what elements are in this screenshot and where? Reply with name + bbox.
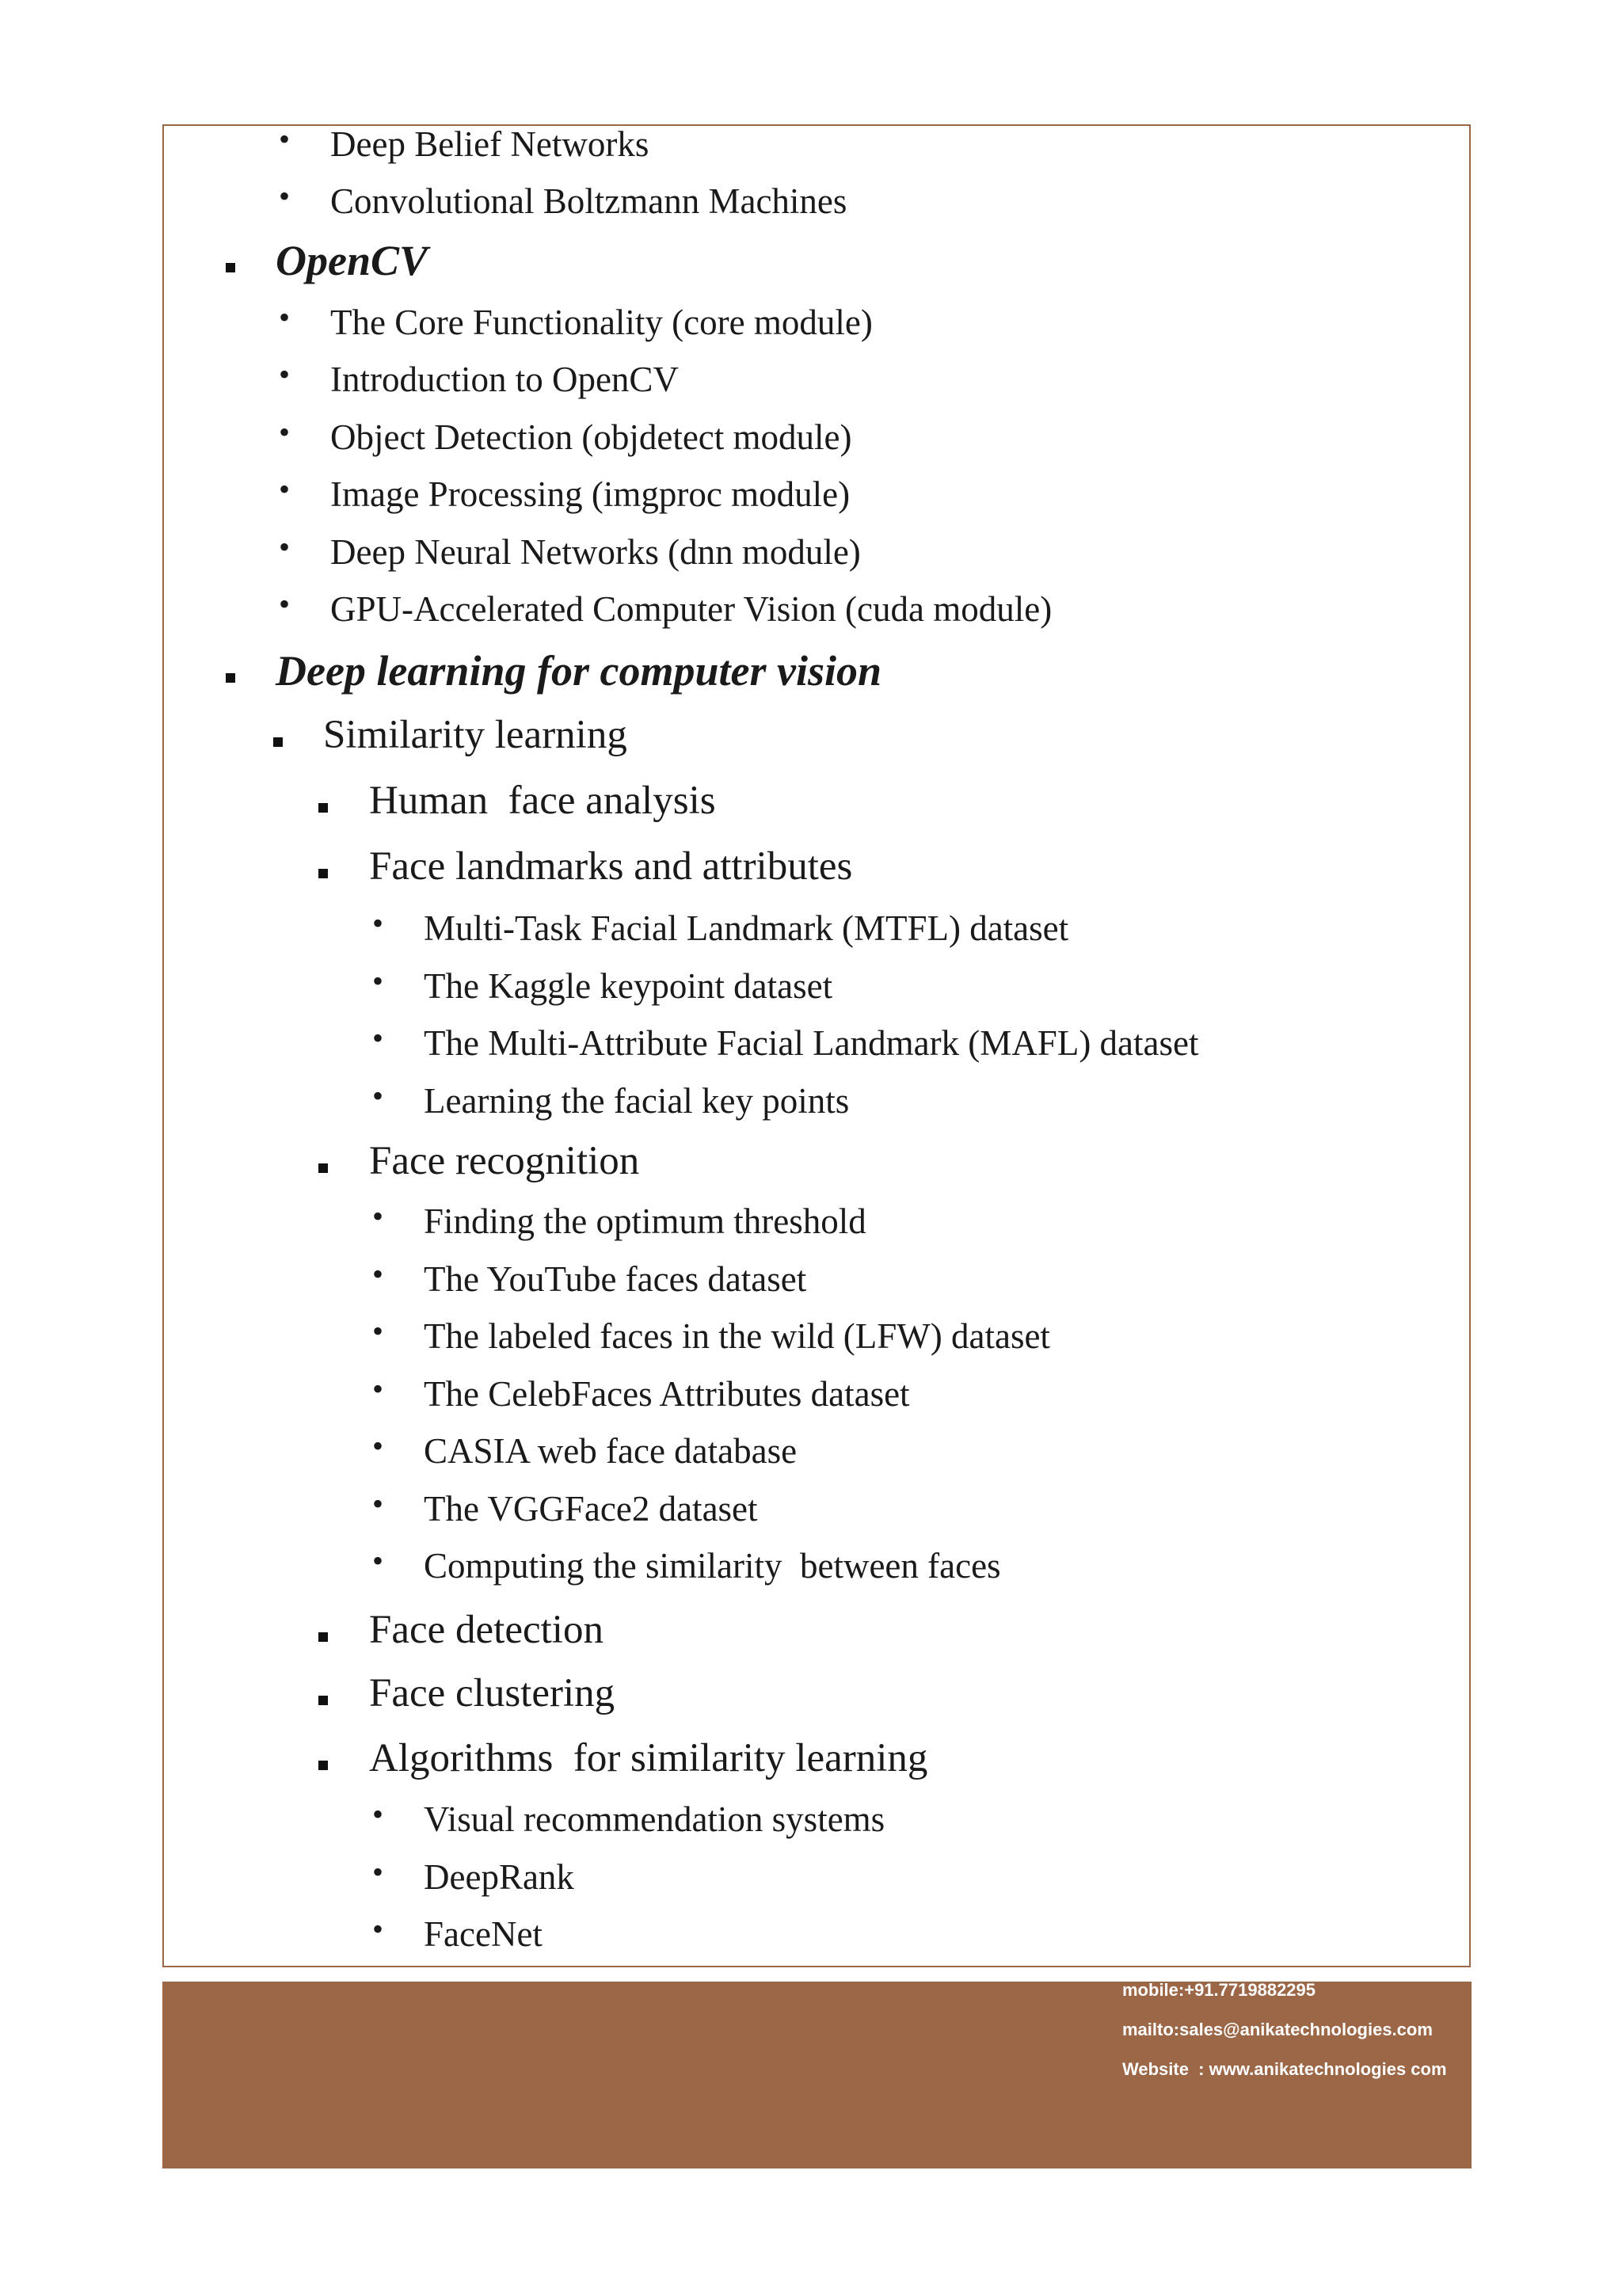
bullet-icon: • <box>372 1313 384 1349</box>
bullet-icon: • <box>372 1020 384 1056</box>
list-item-text: CASIA web face database <box>424 1431 798 1471</box>
bullet-icon: • <box>372 1078 384 1114</box>
list-item-text: Learning the facial key points <box>424 1081 850 1121</box>
bullet-icon: • <box>372 1543 384 1578</box>
bullet-icon: • <box>372 1256 384 1292</box>
list-item-text: Finding the optimum threshold <box>424 1201 866 1241</box>
bullet-icon: • <box>279 529 291 565</box>
list-item-text: The labeled faces in the wild (LFW) dataset <box>424 1316 1050 1356</box>
subsection-heading-text: Similarity learning <box>323 713 627 757</box>
bullet-icon: • <box>279 178 291 214</box>
bullet-icon: • <box>279 356 291 392</box>
list-item-text: The Multi-Attribute Facial Landmark (MAFL) dataset <box>424 1023 1199 1063</box>
topic-heading-text: Face clustering <box>369 1671 615 1715</box>
square-bullet-icon <box>318 1632 328 1642</box>
list-item-text: Multi-Task Facial Landmark (MTFL) dataset <box>424 908 1069 948</box>
list-item-text: Computing the similarity between faces <box>424 1546 1001 1586</box>
square-bullet-icon <box>318 803 328 813</box>
list-item-text: Introduction to OpenCV <box>330 360 679 399</box>
square-bullet-icon <box>273 737 283 747</box>
list-item-text: Object Detection (objdetect module) <box>330 417 852 457</box>
bullet-icon: • <box>279 121 291 157</box>
list-item-text: The VGGFace2 dataset <box>424 1489 758 1529</box>
square-bullet-icon <box>318 1761 328 1770</box>
list-item-text: Deep Neural Networks (dnn module) <box>330 532 861 572</box>
footer-mobile: mobile:+91.7719882295 <box>1122 1980 1316 2000</box>
section-heading-text: OpenCV <box>276 237 428 284</box>
bullet-icon: • <box>372 1911 384 1947</box>
topic-heading-text: Face recognition <box>369 1139 640 1183</box>
list-item-text: Image Processing (imgproc module) <box>330 474 851 514</box>
square-bullet-icon <box>226 673 235 683</box>
bullet-icon: • <box>372 1796 384 1832</box>
square-bullet-icon <box>318 1163 328 1173</box>
list-item-text: The YouTube faces dataset <box>424 1259 807 1299</box>
list-item-text: The Core Functionality (core module) <box>330 303 873 342</box>
list-item-text: Visual recommendation systems <box>424 1799 885 1839</box>
footer-email: mailto:sales@anikatechnologies.com <box>1122 2020 1433 2039</box>
footer-website: Website : www.anikatechnologies com <box>1122 2059 1447 2079</box>
bullet-icon: • <box>279 299 291 335</box>
bullet-icon: • <box>372 963 384 999</box>
topic-heading-text: Algorithms for similarity learning <box>369 1736 928 1780</box>
list-item-text: The Kaggle keypoint dataset <box>424 966 833 1006</box>
bullet-icon: • <box>279 414 291 450</box>
bullet-icon: • <box>372 1486 384 1521</box>
square-bullet-icon <box>318 869 328 878</box>
list-item-text: Deep Belief Networks <box>330 124 649 164</box>
list-item-text: GPU-Accelerated Computer Vision (cuda module) <box>330 589 1053 629</box>
topic-heading-text: Face detection <box>369 1608 603 1652</box>
bullet-icon: • <box>372 1428 384 1464</box>
bullet-icon: • <box>372 1854 384 1890</box>
list-item-text: Convolutional Boltzmann Machines <box>330 181 847 221</box>
topic-heading-text: Face landmarks and attributes <box>369 844 853 889</box>
topic-heading-text: Human face analysis <box>369 779 716 823</box>
bullet-icon: • <box>279 471 291 507</box>
bullet-icon: • <box>372 1371 384 1407</box>
list-item-text: DeepRank <box>424 1857 574 1897</box>
list-item-text: The CelebFaces Attributes dataset <box>424 1374 910 1414</box>
square-bullet-icon <box>318 1696 328 1705</box>
bullet-icon: • <box>372 905 384 941</box>
bullet-icon: • <box>279 586 291 622</box>
section-heading-text: Deep learning for computer vision <box>276 647 881 695</box>
list-item-text: FaceNet <box>424 1914 543 1954</box>
square-bullet-icon <box>226 263 235 272</box>
bullet-icon: • <box>372 1198 384 1234</box>
